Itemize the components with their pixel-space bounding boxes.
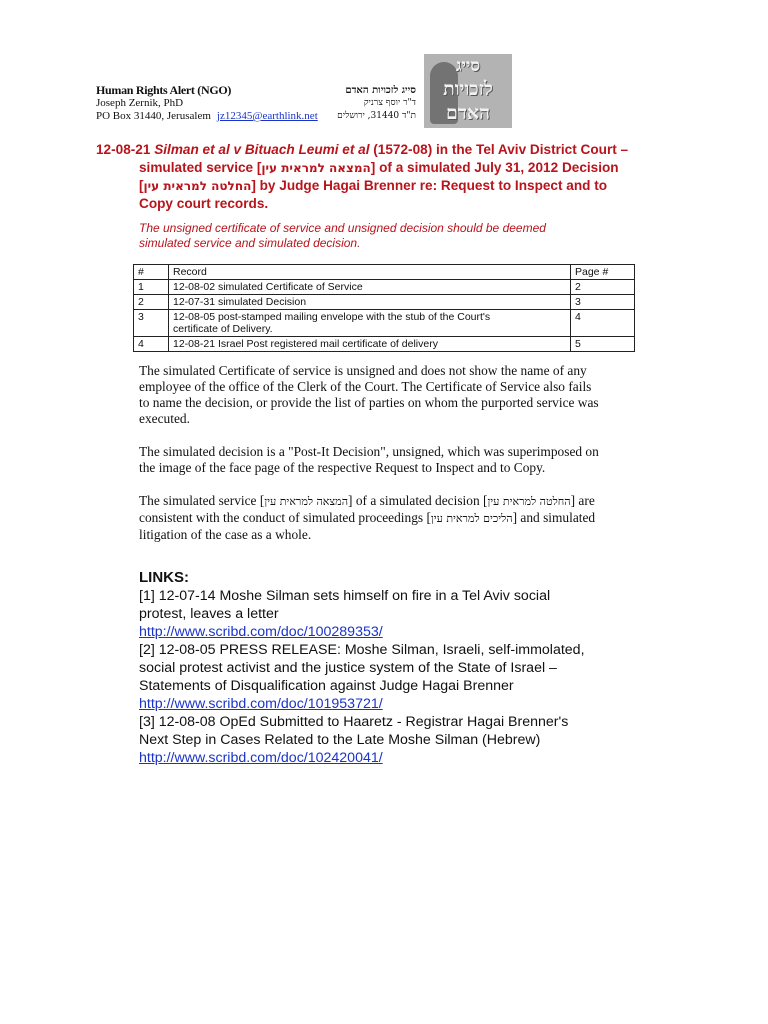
org-logo [424,54,512,128]
paragraph-line: The simulated decision is a "Post-It Decision", unsigned, which was superimposed on [139,444,599,459]
title-line-2-end: ] of a simulated July 31, 2012 Decision [370,160,619,175]
document-title [96,141,656,213]
title-line-1 [96,141,656,159]
author-name-hebrew: ד"ר יוסף צרניק [363,98,416,108]
title-hebrew-service: המצאה למראית עין [261,161,371,175]
title-line-3 [96,177,656,195]
row-page: 2 [571,280,635,295]
title-line-3-start: [ [139,178,144,193]
author-name: Joseph Zernik, PhD [96,97,184,109]
row-record: 12-08-02 simulated Certificate of Service [169,280,571,295]
table-row [134,280,635,295]
note-line-2: simulated service and simulated decision. [139,236,361,250]
paragraph-certificate [139,363,639,427]
link-2-title-line-1: [2] 12-08-05 PRESS RELEASE: Moshe Silman, Israeli, self-immolated, [139,642,585,658]
paragraph-line: The simulated Certificate of service is unsigned and does not show the name of any [139,363,587,378]
row-num: 4 [134,337,169,352]
text-segment: The simulated service [ [139,493,265,508]
header-num: # [134,265,169,280]
link-3-title-line-2: Next Step in Cases Related to the Late Moshe Silman (Hebrew) [139,732,541,748]
paragraph-line: employee of the office of the Clerk of the Court. The Certificate of Service also fails [139,379,592,394]
case-number-court: (1572-08) in the Tel Aviv District Court – [373,142,629,157]
letterhead-hebrew [330,84,416,123]
logo-text-line-3: האדם [445,102,491,124]
title-line-2 [96,159,656,177]
link-2-title-line-3: Statements of Disqualification against Judge Hagai Brenner [139,678,514,694]
link-1-url-line [139,623,639,641]
header-record: Record [169,265,571,280]
link-3-url[interactable]: http://www.scribd.com/doc/102420041/ [139,750,383,766]
link-2-url-line [139,695,639,713]
case-name: Silman et al v Bituach Leumi et al [154,142,370,157]
table-row [134,337,635,352]
text-segment: ] and simulated [512,510,596,525]
email-link[interactable]: jz12345@earthlink.net [216,110,318,122]
title-line-3-end: ] by Judge Hagai Brenner re: Request to Inspect and to [251,178,608,193]
org-name-hebrew: סייג לזכויות האדם [345,85,416,96]
address-text: PO Box 31440, Jerusalem [96,110,211,122]
title-line-4: Copy court records. [139,196,269,211]
text-segment: consistent with the conduct of simulated proceedings [ [139,510,431,525]
hebrew-term-service: המצאה למראית עין [264,495,349,508]
paragraph-line: the image of the face page of the respective Request to Inspect and to Copy. [139,460,546,475]
link-1-title-line-1: [1] 12-07-14 Moshe Silman sets himself on fire in a Tel Aviv social [139,588,551,604]
text-segment: ] of a simulated decision [ [348,493,488,508]
paragraph-decision [139,444,639,476]
row-num: 3 [134,310,169,337]
logo-text-line-2: לזכויות [443,78,493,100]
paragraph-line [139,510,639,527]
row-num: 2 [134,295,169,310]
links-section [139,569,639,767]
paragraph-line: to name the decision, or provide the list of parties on whom the purported service was [139,395,599,410]
postal-address-hebrew: ת"ד 31440, ירושלים [337,111,416,121]
link-2-title-line-2: social protest activist and the justice system of the State of Israel – [139,660,557,676]
logo-text-line-1: סייג [455,56,481,76]
link-3-title-line-1: [3] 12-08-08 OpEd Submitted to Haaretz - Registrar Hagai Brenner's [139,714,569,730]
org-name: Human Rights Alert (NGO) [96,83,232,97]
hebrew-term-proceedings: הליכים למראית עין [430,512,513,525]
links-heading: LINKS: [139,569,189,586]
row-num: 1 [134,280,169,295]
paragraph-proceedings [139,493,639,543]
note-line-1: The unsigned certificate of service and unsigned decision should be deemed [139,221,546,235]
title-hebrew-decision: החלטה למראית עין [143,179,252,193]
italic-note [139,221,639,251]
row-record [169,310,571,337]
table-row [134,295,635,310]
row-record-line-1: 12-08-05 post-stamped mailing envelope with the stub of the Court's [173,311,491,323]
link-1-url[interactable]: http://www.scribd.com/doc/100289353/ [139,624,383,640]
link-2-url[interactable]: http://www.scribd.com/doc/101953721/ [139,696,383,712]
title-line-2-start: simulated service [ [139,160,262,175]
link-3-url-line [139,749,639,767]
records-table [133,264,635,352]
postal-address [96,110,318,123]
text-segment: ] are [570,493,595,508]
header-page: Page # [571,265,635,280]
table-header-row [134,265,635,280]
row-record: 12-08-21 Israel Post registered mail certificate of delivery [169,337,571,352]
paragraph-line: litigation of the case as a whole. [139,527,312,542]
hebrew-term-decision: החלטה למראית עין [487,495,571,508]
link-1-title-line-2: protest, leaves a letter [139,606,279,622]
row-page: 5 [571,337,635,352]
letterhead-english [96,84,318,123]
paragraph-line [139,493,639,510]
row-page: 3 [571,295,635,310]
title-date: 12-08-21 [96,142,151,157]
table-row [134,310,635,337]
row-record: 12-07-31 simulated Decision [169,295,571,310]
row-record-line-2: certificate of Delivery. [173,323,273,335]
paragraph-line: executed. [139,411,190,426]
row-page: 4 [571,310,635,337]
